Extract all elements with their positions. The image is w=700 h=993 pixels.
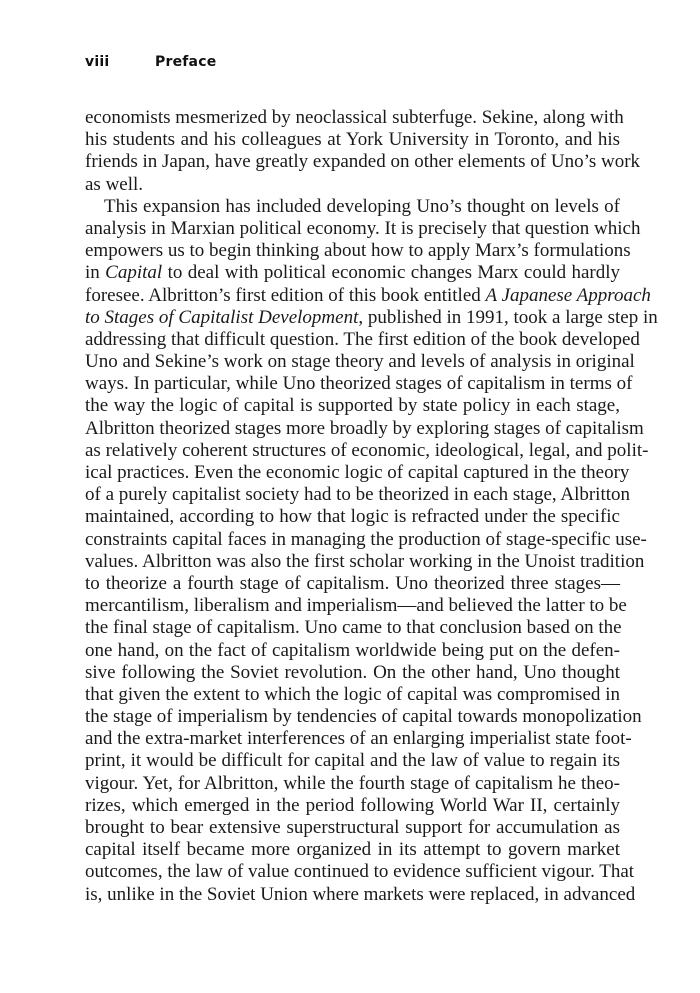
text-line: constraints capital faces in managing the production of stage-specific use- [85, 528, 647, 550]
text-line: friends in Japan, have greatly expanded on other elements of Uno’s work [85, 151, 641, 173]
text-line: one hand, on the fact of capitalism worldwide being put on the defen- [85, 639, 620, 661]
text-segment: to deal with political economic changes Marx could hardly [162, 262, 621, 284]
text-line: outcomes, the law of value continued to evidence sufficient vigour. That [85, 861, 635, 883]
text-line: Albritton theorized stages more broadly by exploring stages of capitalism [85, 417, 644, 439]
text-segment: in [85, 262, 106, 284]
book-title-capital: Capital [105, 262, 163, 284]
text-line: as relatively coherent structures of economic, ideological, legal, and polit- [85, 439, 649, 461]
text-line: capital itself became more organized in its attempt to govern market [85, 839, 620, 861]
text-segment: , published in 1991, took a large step in [358, 306, 658, 328]
text-line: and the extra-market interferences of an enlarging imperialist state foot- [85, 728, 632, 750]
text-line: addressing that difficult question. The first edition of the book developed [85, 328, 640, 350]
text-line: economists mesmerized by neoclassical subterfuge. Sekine, along with [85, 107, 624, 128]
text-line: is, unlike in the Soviet Union where markets were replaced, in advanced [85, 883, 636, 905]
text-line [85, 262, 620, 284]
text-line: ical practices. Even the economic logic of capital captured in the theory [85, 462, 630, 483]
text-line: the way the logic of capital is supported by state policy in each stage, [85, 395, 620, 417]
running-head [85, 54, 216, 70]
text-line: the final stage of capitalism. Uno came to that conclusion based on the [85, 617, 622, 639]
text-line: sive following the Soviet revolution. On the other hand, Uno thought [85, 661, 620, 683]
text-line: that given the extent to which the logic of capital was compromised in [85, 683, 620, 705]
text-line: as well. [85, 173, 144, 195]
text-line: ways. In particular, while Uno theorized stages of capitalism in terms of [85, 373, 633, 395]
text-line: maintained, according to how that logic is refracted under the specific [85, 506, 620, 528]
body-text [85, 107, 658, 906]
text-line [85, 306, 658, 329]
text-line: rizes, which emerged in the period following World War II, certainly [85, 794, 620, 816]
text-line: This expansion has included developing Uno’s thought on levels of [104, 195, 620, 217]
text-line: brought to bear extensive superstructural support for accumulation as [85, 817, 620, 838]
text-line: mercantilism, liberalism and imperialism—and believed the latter to be [85, 595, 627, 617]
text-line: empowers us to begin thinking about how to apply Marx’s formulations [85, 240, 631, 262]
text-line: Uno and Sekine’s work on stage theory and levels of analysis in original [85, 351, 635, 373]
book-title-part1: A Japanese Approach [485, 284, 651, 306]
text-line: of a purely capitalist society had to be theorized in each stage, Albritton [85, 484, 631, 506]
text-line: analysis in Marxian political economy. It is precisely that question which [85, 217, 641, 239]
text-line: vigour. Yet, for Albritton, while the fourth stage of capitalism he theo- [85, 772, 620, 794]
text-line: his students and his colleagues at York University in Toronto, and his [85, 129, 620, 151]
text-line: to theorize a fourth stage of capitalism. Uno theorized three stages— [85, 572, 620, 594]
page-number: viii [85, 54, 110, 70]
text-line [85, 284, 651, 307]
text-line: values. Albritton was also the first scholar working in the Unoist tradition [85, 550, 645, 572]
book-title-part2: to Stages of Capitalist Development [85, 306, 359, 328]
text-line: the stage of imperialism by tendencies of capital towards monopolization [85, 706, 642, 728]
running-head-title: Preface [155, 54, 217, 70]
text-segment: foresee. Albritton’s first edition of this book entitled [85, 284, 486, 306]
text-line: print, it would be difficult for capital and the law of value to regain its [85, 750, 620, 772]
